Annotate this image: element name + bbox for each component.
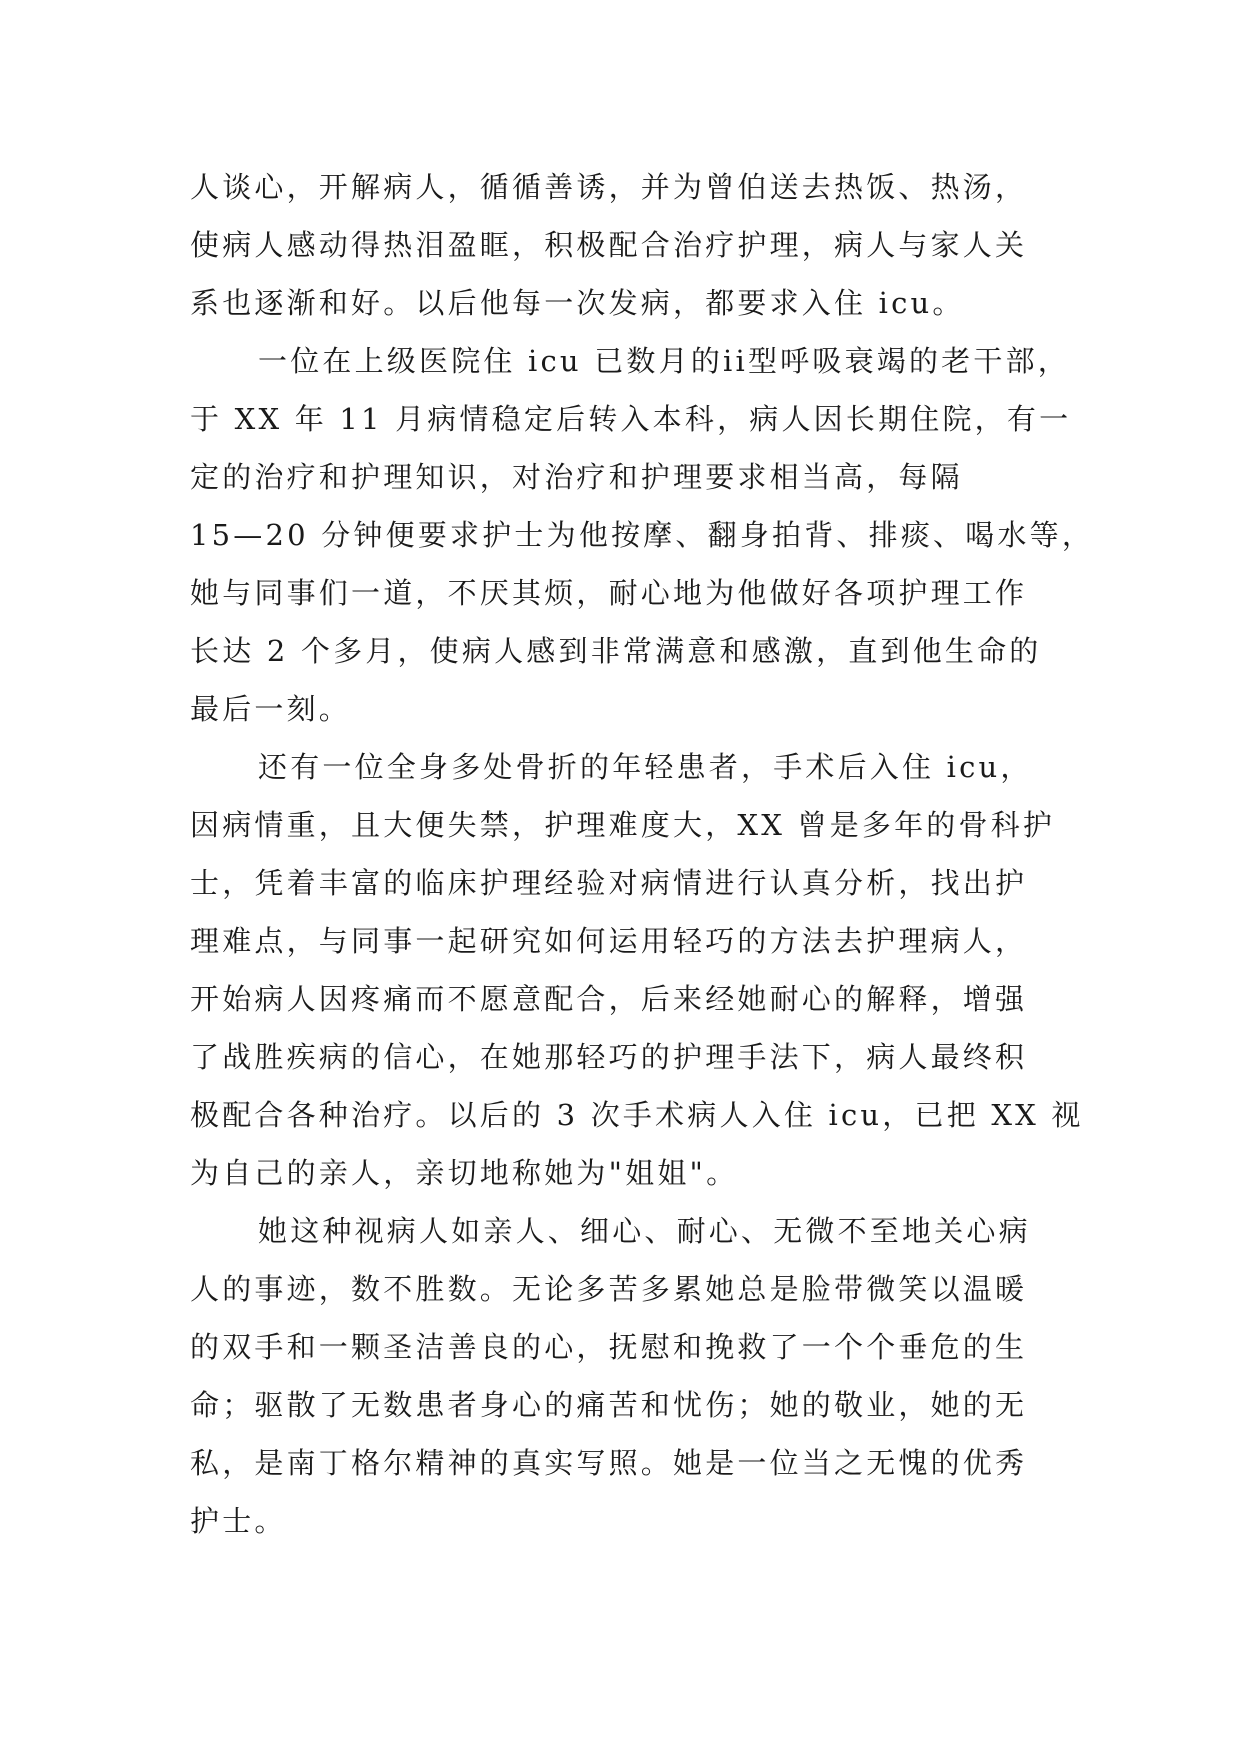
text-line: 护士。: [190, 1504, 287, 1538]
text-line: 还有一位全身多处骨折的年轻患者，手术后入住 icu，: [258, 750, 1033, 784]
text-line: 因病情重，且大便失禁，护理难度大，XX 曾是多年的骨科护: [190, 808, 1056, 842]
paragraph-2: [190, 332, 1095, 738]
text-line: 使病人感动得热泪盈眶，积极配合治疗护理，病人与家人关: [190, 228, 1028, 262]
text-line: 系也逐渐和好。以后他每一次发病，都要求入住 icu。: [190, 286, 965, 320]
text-line: 为自己的亲人，亲切地称她为"姐姐"。: [190, 1156, 739, 1190]
text-line: 的双手和一颗圣洁善良的心，抚慰和挽救了一个个垂危的生: [190, 1330, 1028, 1364]
paragraph-4: [190, 1202, 1050, 1550]
text-line: 人的事迹，数不胜数。无论多苦多累她总是脸带微笑以温暖: [190, 1272, 1028, 1306]
paragraph-1: [190, 158, 1050, 332]
text-line: 她与同事们一道，不厌其烦，耐心地为他做好各项护理工作: [190, 576, 1028, 610]
text-line: 了战胜疾病的信心，在她那轻巧的护理手法下，病人最终积: [190, 1040, 1028, 1074]
text-line: 15—20 分钟便要求护士为他按摩、翻身拍背、排痰、喝水等，: [190, 518, 1095, 552]
text-line: 人谈心，开解病人，循循善诱，并为曾伯送去热饭、热汤，: [190, 170, 1028, 204]
paragraph-3: [190, 738, 1084, 1202]
text-line: 长达 2 个多月，使病人感到非常满意和感激，直到他生命的: [190, 634, 1042, 668]
text-line: 定的治疗和护理知识，对治疗和护理要求相当高，每隔: [190, 460, 963, 494]
text-line: 士，凭着丰富的临床护理经验对病情进行认真分析，找出护: [190, 866, 1028, 900]
text-line: 最后一刻。: [190, 692, 352, 726]
text-line: 于 XX 年 11 月病情稳定后转入本科，病人因长期住院，有一: [190, 402, 1072, 436]
text-line: 命；驱散了无数患者身心的痛苦和忧伤；她的敬业，她的无: [190, 1388, 1028, 1422]
text-line: 一位在上级医院住 icu 已数月的ii型呼吸衰竭的老干部，: [258, 344, 1070, 378]
text-line: 她这种视病人如亲人、细心、耐心、无微不至地关心病: [258, 1214, 1031, 1248]
text-line: 开始病人因疼痛而不愿意配合，后来经她耐心的解释，增强: [190, 982, 1028, 1016]
text-line: 极配合各种治疗。以后的 3 次手术病人入住 icu，已把 XX 视: [190, 1098, 1084, 1132]
text-line: 私，是南丁格尔精神的真实写照。她是一位当之无愧的优秀: [190, 1446, 1028, 1480]
text-line: 理难点，与同事一起研究如何运用轻巧的方法去护理病人，: [190, 924, 1028, 958]
document-body: [190, 158, 1095, 1550]
